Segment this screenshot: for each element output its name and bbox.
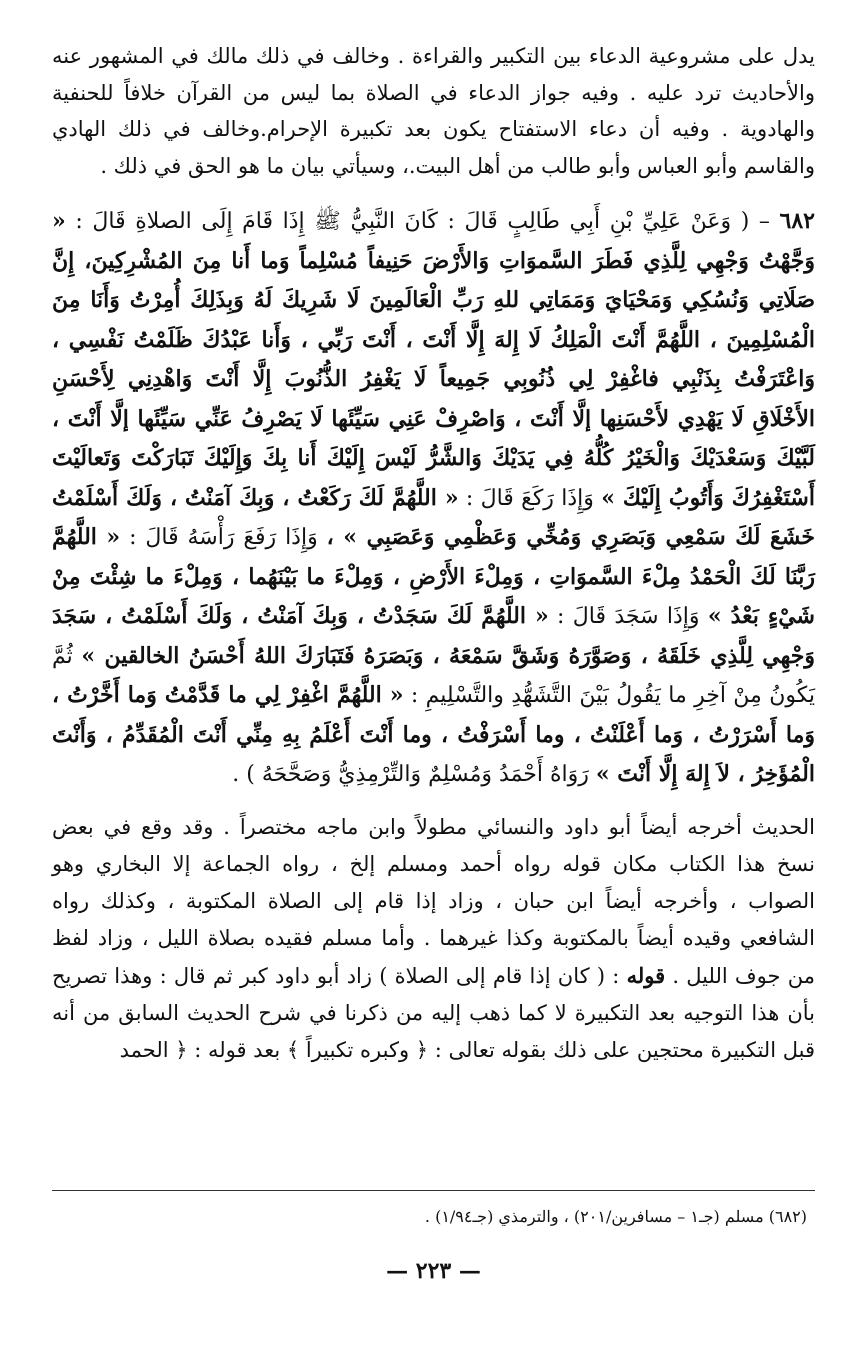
commentary-part2: : ( كان إذا قام إلى الصلاة ) زاد أبو داود كبر ثم قال : وهذا تصريح بأن هذا التوجيه بعد التكبيرة لا كما ذهب إليه من ذكرنا في شرح الحديث السابق من أنه قبل التكبيرة محتجين على ذلك بقوله تعالى : ﴿ وكبره تكبيراً ﴾ بعد قوله : ﴿ الحمد xyxy=(52,963,815,1062)
intro-paragraph: يدل على مشروعية الدعاء بين التكبير والقراءة . وخالف في ذلك مالك في المشهور عنه والأحاديث ترد عليه . وفيه جواز الدعاء في الصلاة بما ليس من القرآن خلافاً للحنفية والهادوية . وفيه أن دعاء الاستفتاح يكون بعد تكبيرة الإحرام.وخالف في ذلك الهادي والقاسم وأبو العباس وأبو طالب من أهل البيت.، وسيأتي بيان ما هو الحق في ذلك . xyxy=(52,44,815,178)
dua-tashahhud: « اللَّهُمَّ اغْفِرْ لِي ما قَدَّمْتُ وَما أَخَّرْتُ ، وَما أَسْرَرْتُ ، وَما أَعْلَنْتُ ، وما أَسْرَفْتُ ، وما أَنْتَ أَعْلَمُ بِهِ مِنِّي أَنْتَ الْمُقَدِّمُ ، وَأَنْتَ الْمُؤَخِرُ ، لاَ إِلهَ إِلَّا أَنْتَ » xyxy=(52,682,815,787)
dua-opening: « وَجَّهْتُ وَجْهِي لِلَّذِي فَطَرَ السَّموَاتِ وَالأَرْضَ حَنِيفاً مُسْلِماً وَما أَنا مِنَ المُشْرِكِينَ، إِنَّ صَلَاتِي وَنُسُكِي وَمَحْيَايَ وَمَمَاتِي للهِ رَبِّ الْعَالَمِينَ لَا شَرِيكَ لَهُ وَبِذَلِكَ أُمِرْتُ وَأَنَا مِنَ الْمُسْلِمِينَ ، اللَّهُمَّ أَنْتَ الْمَلِكُ لَا إِلهَ إِلَّا أَنْتَ ، أَنْتَ رَبِّي ، وَأَنا عَبْدُكَ ظَلَمْتُ نَفْسِي ، وَاعْتَرَفْتُ بِذَنْبِي فاغْفِرْ لِي ذُنُوبِي جَمِيعاً لَا يَغْفِرُ الذُّنُوبَ إِلَّا أَنْتَ وَاهْدِنِي لِأَحْسَنِ الأَخْلَاقِ لَا يَهْدِي لأَحْسَنِها إلَّا أَنْتَ ، وَاصْرِفْ عَنِي سَيِّئَها لَا يَصْرِفُ عَنِّي سَيِّئَها إلَّا أَنْتَ ، لَبَّيْكَ وَسَعْدَيْكَ وَالْخَيْرُ كُلُّهُ فِي يَدَيْكَ وَالشَّرُّ لَيْسَ إِلَيْكَ أَنا بِكَ وَإِلَيْكَ تَبَارَكْتَ وَتَعالَيْتَ أَسْتَغْفِرُكَ وَأَتُوبُ إِلَيْكَ » xyxy=(52,208,815,511)
footnote: (٦٨٢) مسلم (جـ١ – مسافرين/٢٠١) ، والترمذي (جـ١/٩٤) . xyxy=(424,1207,807,1226)
hadith-number: ٦٨٢ xyxy=(779,208,815,234)
hadith-paragraph xyxy=(52,202,815,795)
page-number: — ٢٢٣ — xyxy=(386,1258,481,1284)
dua-ruku: « اللَّهُمَّ لَكَ رَكَعْتُ ، وَبِكَ آمَنْتُ ، وَلَكَ أَسْلَمْتُ خَشَعَ لَكَ سَمْعِي وَبَصَرِي وَمُخِّي وَعَظْمِي وَعَصَبِي » ، xyxy=(52,484,815,550)
commentary-qawluhu: قوله xyxy=(626,962,666,988)
dua-raf: « اللَّهُمَّ رَبَّنَا لَكَ الْحَمْدُ مِلْءَ السَّموَاتِ ، وَمِلْءَ الأَرْضِ ، وَمِلْءَ ما بَيْنَهُما ، وَمِلْءَ ما شِئْتَ مِنْ شَيْءٍ بَعْدُ » xyxy=(52,524,815,629)
sujud-intro: وَإِذَا سَجَدَ قَالَ : xyxy=(557,604,700,629)
page-body xyxy=(52,24,815,1069)
raf-intro: وَإِذَا رَفَعَ رَأْسَهُ قَالَ : xyxy=(129,525,318,550)
dua-sujud: « اللَّهُمَّ لَكَ سَجَدْتُ ، وَبِكَ آمَنْتُ ، وَلَكَ أَسْلَمْتُ ، سَجَدَ وَجْهِي لِلَّذِي خَلَقَهُ ، وَصَوَّرَهُ وَشَقَّ سَمْعَهُ ، وَبَصَرَهُ فَتَبَارَكَ اللهُ أَحْسَنُ الخالقين » xyxy=(52,603,815,669)
commentary-part1: الحديث أخرجه أيضاً أبو داود والنسائي مطولاً وابن ماجه مختصراً . وقد وقع في بعض نسخ هذا الكتاب مكان قوله رواه أحمد ومسلم إلخ ، رواه الجماعة إلا البخاري وهو الصواب ، وأخرجه أيضاً ابن حبان ، وزاد إذا قام إلى الصلاة المكتوبة ، وكذلك رواه الشافعي وقيده أيضاً بالمكتوبة وكذا غيرهما . وأما مسلم فقيده بصلاة الليل ، وزاد لفظ من جوف الليل . xyxy=(52,814,815,988)
footnote-divider xyxy=(52,1190,815,1191)
hadith-source: رَوَاهُ أَحْمَدُ وَمُسْلِمٌ وَالتِّرْمِذِيُّ وَصَحَّحَهُ ) . xyxy=(232,762,589,787)
tashahhud-intro: ثُمَّ يَكُونُ مِنْ آخِرِ ما يَقُولُ بَيْنَ التَّشَهُّدِ والتَّسْلِيمِ : xyxy=(52,643,815,708)
ruku-intro: وَإِذَا رَكَعَ قَالَ : xyxy=(465,485,594,511)
commentary-paragraph xyxy=(52,809,815,1069)
hadith-opening: – ( وَعَنْ عَلِيِّ بْنِ أَبِي طَالِبٍ قَالَ : كَانَ النَّبِيُّ ﷺ إِذَا قَامَ إِلَى الصلاةِ قَالَ : xyxy=(75,209,770,234)
